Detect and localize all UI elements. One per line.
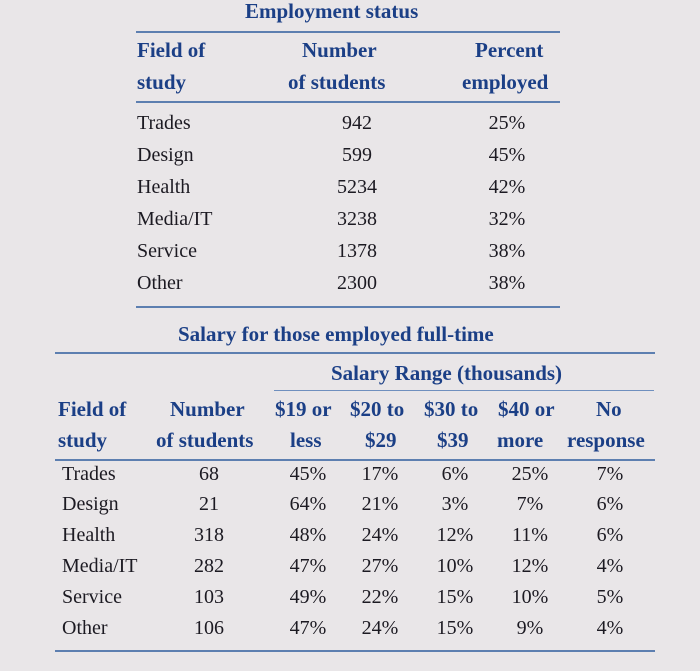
- salary-header-number-1: Number: [170, 397, 245, 421]
- range-cell: 49%: [289, 586, 327, 608]
- salary-header-r4-1: $40 or: [498, 397, 555, 421]
- table-row: [137, 112, 567, 143]
- number-cell: 318: [194, 524, 224, 546]
- range-cell: 4%: [596, 555, 624, 577]
- range-cell: 6%: [441, 463, 469, 485]
- range-cell: 11%: [512, 524, 548, 546]
- range-cell: 25%: [511, 463, 549, 485]
- table-row: [0, 617, 700, 647]
- salary-header-r2-1: $20 to: [350, 397, 405, 421]
- range-cell: 22%: [361, 586, 399, 608]
- range-cell: 15%: [436, 617, 474, 639]
- range-cell: 45%: [289, 463, 327, 485]
- salary-range-title: Salary Range (thousands): [331, 361, 563, 385]
- number-cell: 3238: [337, 208, 377, 230]
- range-cell: 24%: [361, 524, 399, 546]
- number-cell: 5234: [337, 176, 377, 198]
- range-cell: 15%: [436, 586, 474, 608]
- range-cell: 4%: [596, 617, 624, 639]
- percent-cell: 45%: [488, 144, 526, 166]
- number-cell: 68: [199, 463, 219, 485]
- range-cell: 12%: [436, 524, 474, 546]
- employment-top-rule: [136, 31, 560, 33]
- salary-header-r3-2: $39: [437, 428, 469, 452]
- range-cell: 7%: [516, 493, 544, 515]
- percent-cell: 38%: [488, 272, 526, 294]
- salary-header-r1-2: less: [290, 428, 322, 452]
- number-cell: 599: [342, 144, 372, 166]
- range-cell: 47%: [289, 617, 327, 639]
- table-row: [137, 272, 567, 303]
- table-row: [137, 208, 567, 239]
- table-row: [137, 144, 567, 175]
- range-cell: 27%: [361, 555, 399, 577]
- range-cell: 17%: [361, 463, 399, 485]
- field-cell: Media/IT: [137, 208, 213, 230]
- salary-header-r3-1: $30 to: [424, 397, 479, 421]
- field-cell: Other: [62, 617, 108, 639]
- salary-title: Salary for those employed full-time: [178, 322, 494, 346]
- salary-header-number-2: of students: [156, 428, 254, 452]
- field-cell: Health: [137, 176, 191, 198]
- number-cell: 282: [194, 555, 224, 577]
- table-row: [0, 524, 700, 554]
- salary-header-r2-2: $29: [365, 428, 397, 452]
- employment-header-percent-2: employed: [462, 70, 549, 94]
- salary-header-r4-2: more: [497, 428, 544, 452]
- field-cell: Service: [62, 586, 122, 608]
- range-cell: 10%: [436, 555, 474, 577]
- range-cell: 24%: [361, 617, 399, 639]
- salary-header-field-1: Field of: [58, 397, 127, 421]
- range-cell: 6%: [596, 524, 624, 546]
- range-cell: 64%: [289, 493, 327, 515]
- percent-cell: 38%: [488, 240, 526, 262]
- employment-bottom-rule: [136, 306, 560, 308]
- range-cell: 10%: [511, 586, 549, 608]
- salary-header-r5-1: No: [596, 397, 622, 421]
- salary-header-rule: [55, 459, 655, 461]
- table-row: [0, 555, 700, 585]
- range-cell: 5%: [596, 586, 624, 608]
- percent-cell: 42%: [488, 176, 526, 198]
- employment-header-field-2: study: [137, 70, 187, 94]
- field-cell: Trades: [62, 463, 116, 485]
- employment-header-number-1: Number: [302, 38, 377, 62]
- percent-cell: 25%: [488, 112, 526, 134]
- percent-cell: 32%: [488, 208, 526, 230]
- salary-top-rule: [55, 352, 655, 354]
- field-cell: Media/IT: [62, 555, 138, 577]
- table-row: [137, 240, 567, 271]
- number-cell: 2300: [337, 272, 377, 294]
- table-row: [0, 463, 700, 493]
- range-cell: 6%: [596, 493, 624, 515]
- field-cell: Design: [62, 493, 119, 515]
- number-cell: 21: [199, 493, 219, 515]
- number-cell: 103: [194, 586, 224, 608]
- employment-header-rule: [136, 101, 560, 103]
- employment-header-percent-1: Percent: [475, 38, 544, 62]
- employment-title: Employment status: [245, 0, 419, 23]
- range-cell: 7%: [596, 463, 624, 485]
- number-cell: 942: [342, 112, 372, 134]
- salary-header-field-2: study: [58, 428, 108, 452]
- employment-header-number-2: of students: [288, 70, 386, 94]
- salary-header-r5-2: response: [567, 428, 645, 452]
- salary-bottom-rule: [55, 650, 655, 652]
- table-row: [0, 493, 700, 523]
- field-cell: Service: [137, 240, 197, 262]
- range-cell: 9%: [516, 617, 544, 639]
- employment-header-field-1: Field of: [137, 38, 206, 62]
- range-cell: 3%: [441, 493, 469, 515]
- field-cell: Design: [137, 144, 194, 166]
- range-cell: 48%: [289, 524, 327, 546]
- field-cell: Health: [62, 524, 116, 546]
- number-cell: 106: [194, 617, 224, 639]
- salary-range-rule: [274, 390, 654, 391]
- range-cell: 12%: [511, 555, 549, 577]
- table-row: [0, 586, 700, 616]
- table-row: [137, 176, 567, 207]
- salary-header-r1-1: $19 or: [275, 397, 332, 421]
- range-cell: 47%: [289, 555, 327, 577]
- field-cell: Trades: [137, 112, 191, 134]
- range-cell: 21%: [361, 493, 399, 515]
- field-cell: Other: [137, 272, 183, 294]
- number-cell: 1378: [337, 240, 377, 262]
